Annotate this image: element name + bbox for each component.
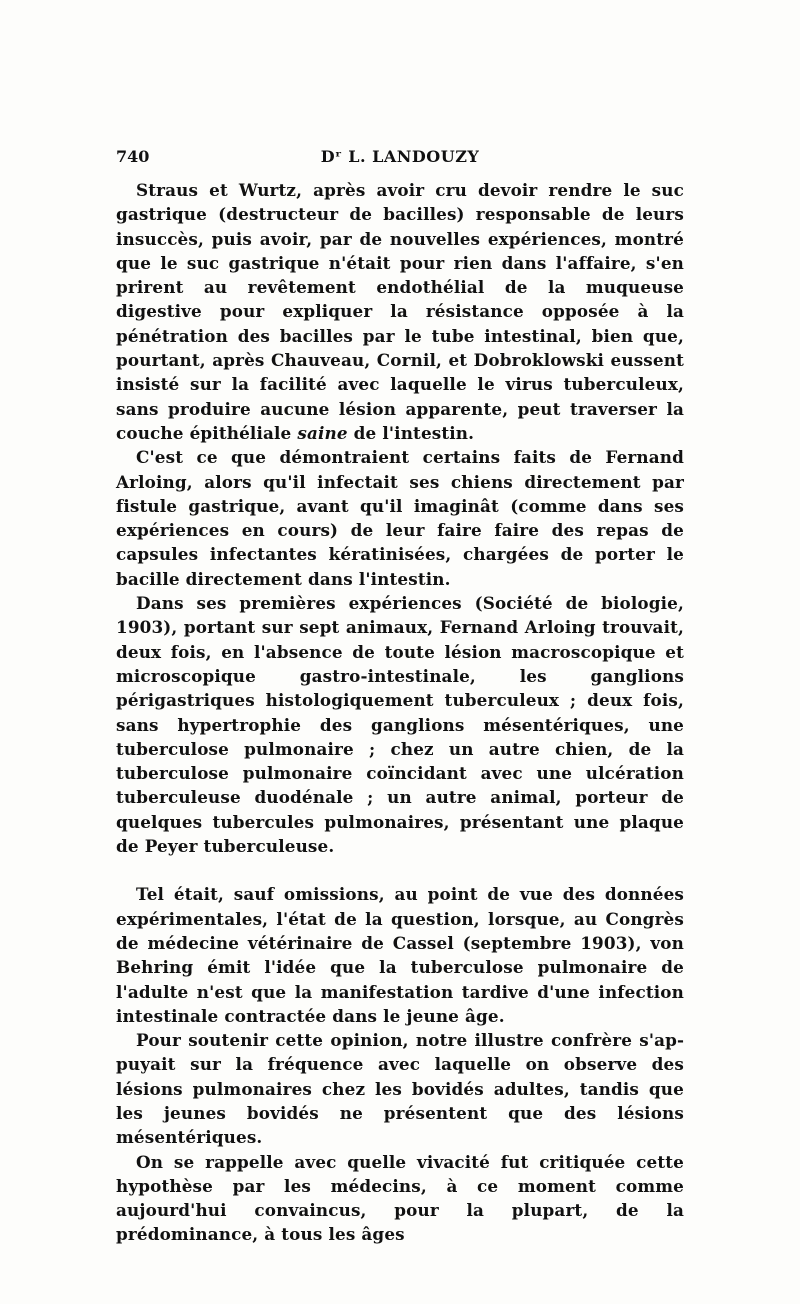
paragraph-1-end: de l'intestin.: [347, 422, 475, 443]
emphasis-saine: saine: [297, 422, 348, 443]
paragraph-6: On se rappelle avec quelle vivacité fut critiquée cette hypothèse par les médecins, à ce moment comme aujourd'hui convaincus, pour la plupart, de la prédominance, à tous les âges: [116, 1151, 684, 1245]
paragraph-3: Dans ses premières expériences (Société de biologie, 1903), portant sur sept animaux, Fernand Arloing trouvait, deux fois, en l'absence de toute lésion macroscopique et microscopique gastro-intestinale, les ganglions périgastriques histologiquement tuberculeux ; deux fois, sans hypertrophie des ganglions mésentériques, une tuberculose pulmonaire ; chez un autre chien, de la tuberculose pulmonaire coïncidant avec une ulcération tuberculeuse duodénale ; un autre animal, porteur de quelques tubercules pulmonaires, présentant une plaque de Peyer tuberculeuse.: [116, 593, 684, 857]
body-text: [116, 178, 684, 1247]
paragraph-4: Tel était, sauf omissions, au point de vue des données expérimentales, l'état de la question, lorsque, au Congrès de médecine vétérinaire de Cassel (septembre 1903), von Behring émit l'idée que la tuberculose pulmonaire de l'adulte n'est que la manifestation tardive d'une infection intestinale contractée dans le jeune âge.: [116, 884, 684, 1026]
running-title: Dʳ L. LANDOUZY: [320, 147, 480, 166]
page-number: 740: [116, 147, 150, 166]
running-head: [116, 147, 684, 169]
paragraph-1-text: Straus et Wurtz, après avoir cru devoir rendre le suc gastrique (destructeur de bacilles) responsable de leurs insuccès, puis avoir, par de nouvelles expériences, montré que le suc gastrique n'était pour rien dans l'affaire, s'en prirent au revêtement endothélial de la muqueuse digestive pour expliquer la résistance opposée à la pénétration des bacilles par le tube intestinal, bien que, pourtant, après Chauveau, Cornil, et Dobroklowski eussent insisté sur la facilité avec laquelle le virus tuberculeux, sans produire aucune lésion apparente, peut traverser la couche épithéliale: [116, 180, 684, 443]
paragraph-2: C'est ce que démontraient certains faits de Fernand Arloing, alors qu'il infectait ses chiens directement par fistule gastrique, avant qu'il imaginât (comme dans ses expériences en cours) de leur faire faire des repas de capsules infectantes kératinisées, chargées de porter le bacille directement dans l'intestin.: [116, 447, 684, 589]
paragraph-5: Pour soutenir cette opinion, notre illustre confrère s'appuyait sur la fréquence avec laquelle on observe des lésions pulmonaires chez les bovidés adultes, tandis que les jeunes bovidés ne présentent que des lésions mésentériques.: [116, 1030, 684, 1148]
paragraph-1: [116, 178, 684, 445]
